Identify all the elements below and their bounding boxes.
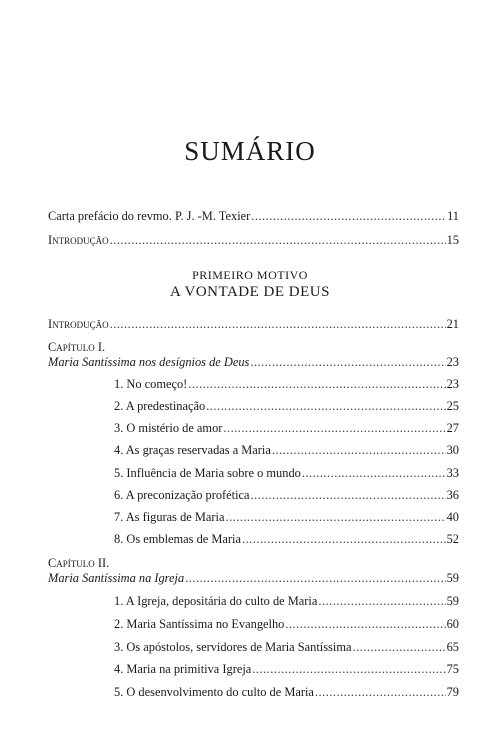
toc-entry-page: 30 [446, 443, 459, 457]
toc-entry-label: Carta prefácio do revmo. P. J. -M. Texier [48, 209, 251, 223]
dot-leader [110, 233, 446, 248]
toc-entry-page: 75 [446, 662, 459, 676]
dot-leader [318, 594, 445, 609]
toc-entry-page: 36 [446, 488, 459, 502]
toc-entry-label: Introdução [48, 233, 109, 247]
dot-leader [315, 685, 446, 700]
dot-leader [242, 532, 446, 547]
dot-leader [352, 640, 445, 655]
toc-entry-section[interactable] [114, 532, 459, 547]
toc-entry-section[interactable] [114, 488, 459, 503]
dot-leader [188, 377, 445, 392]
toc-entry-label: 5. Influência de Maria sobre o mundo [114, 466, 301, 480]
toc-entry-page: 15 [446, 233, 459, 247]
toc-entry-page: 23 [446, 377, 459, 391]
toc-entry-section[interactable] [114, 399, 459, 414]
dot-leader [250, 355, 445, 370]
toc-entry-chapter-2[interactable] [48, 571, 459, 586]
toc-entry-label: 2. A predestinação [114, 399, 206, 413]
toc-entry-introducao[interactable] [48, 233, 459, 248]
toc-entry-label: Maria Santíssima nos desígnios de Deus [48, 355, 250, 369]
toc-entry-section[interactable] [114, 662, 459, 677]
dot-leader [302, 466, 446, 481]
toc-entry-page: 60 [446, 617, 459, 631]
dot-leader [252, 662, 445, 677]
toc-entry-section[interactable] [114, 685, 459, 700]
toc-entry-label: Maria Santíssima na Igreja [48, 571, 185, 585]
toc-entry-section[interactable] [114, 617, 459, 632]
toc-entry-page: 23 [446, 355, 459, 369]
toc-entry-carta-prefacio[interactable] [48, 209, 459, 224]
dot-leader [285, 617, 445, 632]
toc-entry-page: 52 [446, 532, 459, 546]
toc-entry-page: 27 [446, 421, 459, 435]
toc-entry-label: Introdução [48, 317, 109, 331]
toc-entry-page: 25 [446, 399, 459, 413]
toc-entry-page: 79 [446, 685, 459, 699]
toc-entry-label: 8. Os emblemas de Maria [114, 532, 241, 546]
toc-entry-page: 21 [446, 317, 459, 331]
toc-entry-label: 7. As figuras de Maria [114, 510, 225, 524]
toc-entry-page: 59 [446, 571, 459, 585]
toc-entry-label: 3. O mistério de amor [114, 421, 223, 435]
toc-entry-label: 5. O desenvolvimento do culto de Maria [114, 685, 314, 699]
toc-entry-section[interactable] [114, 594, 459, 609]
toc-entry-section[interactable] [114, 466, 459, 481]
toc-entry-label: 1. No começo! [114, 377, 188, 391]
dot-leader [110, 317, 446, 332]
dot-leader [223, 421, 445, 436]
part-label: PRIMEIRO MOTIVO [192, 268, 308, 282]
part-title: A VONTADE DE DEUS [170, 284, 330, 300]
dot-leader [225, 510, 445, 525]
dot-leader [185, 571, 445, 586]
toc-entry-page: 65 [446, 640, 459, 654]
toc-entry-label: 4. Maria na primitiva Igreja [114, 662, 252, 676]
toc-entry-page: 59 [446, 594, 459, 608]
dot-leader [251, 209, 446, 224]
chapter-label: Capítulo II. [48, 556, 110, 570]
toc-entry-label: 2. Maria Santíssima no Evangelho [114, 617, 285, 631]
toc-entry-page: 40 [446, 510, 459, 524]
toc-entry-section[interactable] [114, 640, 459, 655]
toc-entry-page: 33 [446, 466, 459, 480]
toc-entry-label: 3. Os apóstolos, servidores de Maria Santíssima [114, 640, 352, 654]
dot-leader [206, 399, 445, 414]
toc-entry-label: 6. A preconização profética [114, 488, 250, 502]
toc-entry-section[interactable] [114, 421, 459, 436]
toc-entry-chapter-1[interactable] [48, 355, 459, 370]
toc-entry-section[interactable] [114, 443, 459, 458]
chapter-label: Capítulo I. [48, 340, 106, 354]
toc-entry-label: 1. A Igreja, depositária do culto de Maria [114, 594, 318, 608]
dot-leader [251, 488, 446, 503]
dot-leader [272, 443, 446, 458]
toc-entry-section[interactable] [114, 377, 459, 392]
toc-entry-label: 4. As graças reservadas a Maria [114, 443, 271, 457]
toc-entry-page: 11 [447, 209, 459, 223]
toc-entry-section[interactable] [114, 510, 459, 525]
toc-entry-part-introducao[interactable] [48, 317, 459, 332]
page-title: SUMÁRIO [184, 136, 316, 166]
